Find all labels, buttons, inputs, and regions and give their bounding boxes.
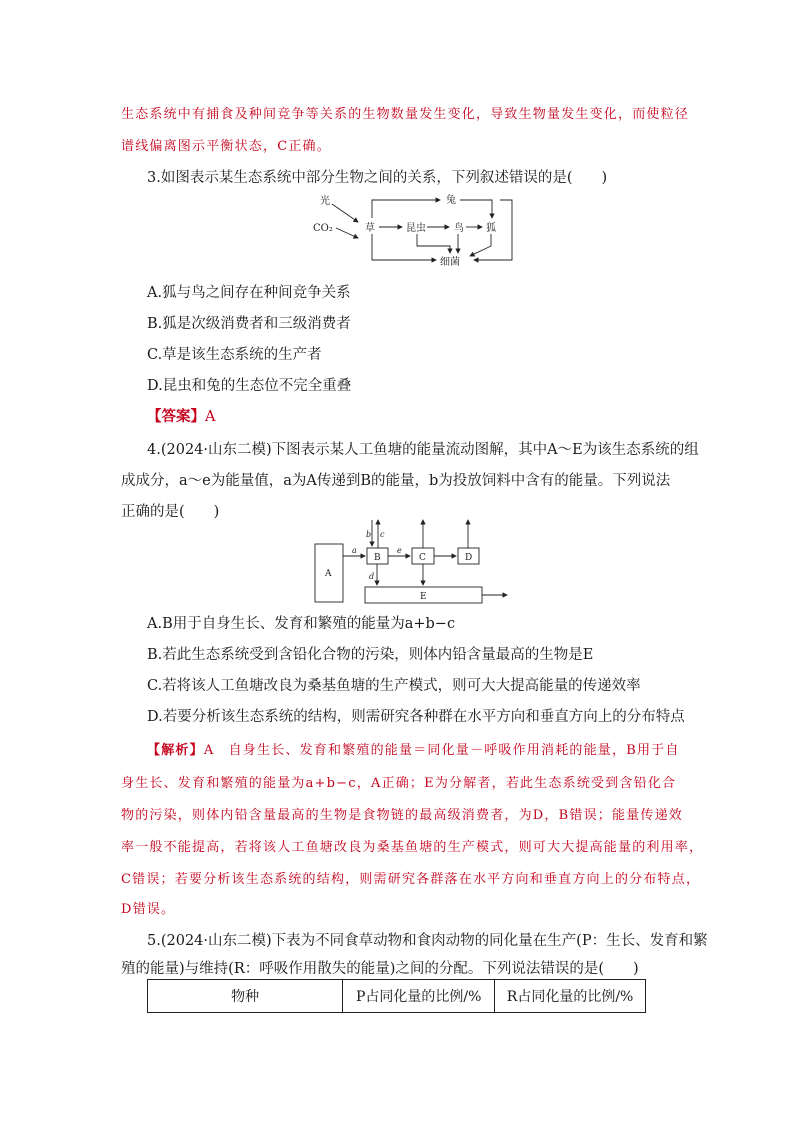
- q4-label-d: d: [369, 572, 375, 581]
- q3-answer: [147, 405, 215, 426]
- q3-insect-label: 昆虫: [406, 223, 426, 234]
- q4-analysis-line-3: 物的污染，则体内铅含量最高的生物是食物链的最高级消费者，为D，B错误；能量传递效: [121, 808, 683, 823]
- q3-answer-value: A: [205, 409, 216, 425]
- q4-option-d: D.若要分析该生态系统的结构，则需研究各种群在水平方向和垂直方向上的分布特点: [147, 709, 685, 725]
- q3-rabbit-label: 兔: [446, 195, 456, 206]
- q5-header-species: 物种: [148, 980, 343, 1013]
- q4-option-b: B.若此生态系统受到含铅化合物的污染，则体内铅含量最高的生物是E: [147, 647, 594, 663]
- q4-analysis-line-6: D错误。: [121, 902, 176, 917]
- q5-header-r: R占同化量的比例/%: [495, 980, 646, 1013]
- q3-option-b: B.狐是次级消费者和三级消费者: [147, 316, 351, 332]
- q4-option-a: A.B用于自身生长、发育和繁殖的能量为a+b−c: [147, 616, 456, 632]
- q5-table: [147, 979, 646, 1013]
- q3-co2-label: CO₂: [313, 223, 333, 234]
- q3-answer-label: 【答案】: [147, 408, 205, 425]
- q3-option-d: D.昆虫和兔的生态位不完全重叠: [147, 378, 352, 394]
- q4-node-e: E: [420, 592, 427, 602]
- q4-stem-line-1: 4.(2024·山东二模)下图表示某人工鱼塘的能量流动图解，其中A～E为该生态系统的组: [147, 442, 699, 458]
- q4-label-c: c: [380, 530, 385, 539]
- q4-stem-line-3: 正确的是( ): [121, 504, 220, 520]
- q4-analysis-text-1: A 自身生长、发育和繁殖的能量＝同化量－呼吸作用消耗的能量，B用于自: [203, 743, 680, 758]
- q3-option-a: A.狐与鸟之间存在种间竞争关系: [147, 285, 351, 301]
- q4-stem-line-2: 成成分，a～e为能量值，a为A传递到B的能量，b为投放饲料中含有的能量。下列说法: [121, 473, 671, 489]
- q4-node-d: D: [465, 553, 473, 563]
- q4-node-b: B: [374, 553, 381, 563]
- q4-analysis-line-2: 身生长、发育和繁殖的能量为a+b−c，A正确；E为分解者，若此生态系统受到含铅化合: [121, 776, 677, 791]
- q4-analysis-label: 【解析】: [147, 743, 204, 758]
- q3-food-web-diagram: [300, 190, 530, 270]
- q3-bacteria-label: 细菌: [440, 257, 460, 268]
- q4-label-b: b: [366, 530, 372, 539]
- q3-grass-label: 草: [365, 223, 375, 234]
- q3-fox-label: 狐: [486, 223, 496, 234]
- q3-bird-label: 鸟: [454, 223, 464, 234]
- prev-explanation-line-2: 谱线偏离图示平衡状态，C正确。: [121, 139, 331, 154]
- q4-analysis-line-1: [147, 739, 680, 758]
- q4-option-c: C.若将该人工鱼塘改良为桑基鱼塘的生产模式，则可大大提高能量的传递效率: [147, 678, 641, 694]
- q5-stem-line-1: 5.(2024·山东二模)下表为不同食草动物和食肉动物的同化量在生产(P：生长、发育和繁: [147, 933, 708, 949]
- q4-analysis-line-5: C错误；若要分析该生态系统的结构，则需研究各群落在水平方向和垂直方向上的分布特点，: [121, 872, 701, 887]
- table-row: [148, 980, 646, 1013]
- q4-analysis-line-4: 率一般不能提高，若将该人工鱼塘改良为桑基鱼塘的生产模式，则可大大提高能量的利用率，: [121, 840, 704, 855]
- q4-label-e: e: [397, 546, 402, 555]
- q4-node-a: A: [325, 569, 332, 579]
- q3-option-c: C.草是该生态系统的生产者: [147, 347, 322, 363]
- q3-light-label: 光: [320, 196, 330, 207]
- q5-header-p: P占同化量的比例/%: [343, 980, 495, 1013]
- q4-node-c: C: [419, 553, 426, 563]
- q5-stem-line-2: 殖的能量)与维持(R：呼吸作用散失的能量)之间的分配。下列说法错误的是( ): [121, 961, 639, 977]
- q3-stem: 3.如图表示某生态系统中部分生物之间的关系，下列叙述错误的是( ): [147, 170, 608, 186]
- q4-label-a: a: [352, 546, 357, 555]
- q4-energy-flow-diagram: [312, 517, 512, 607]
- prev-explanation-line-1: 生态系统中有捕食及种间竞争等关系的生物数量发生变化，导致生物量发生变化，而使粒径: [121, 107, 690, 122]
